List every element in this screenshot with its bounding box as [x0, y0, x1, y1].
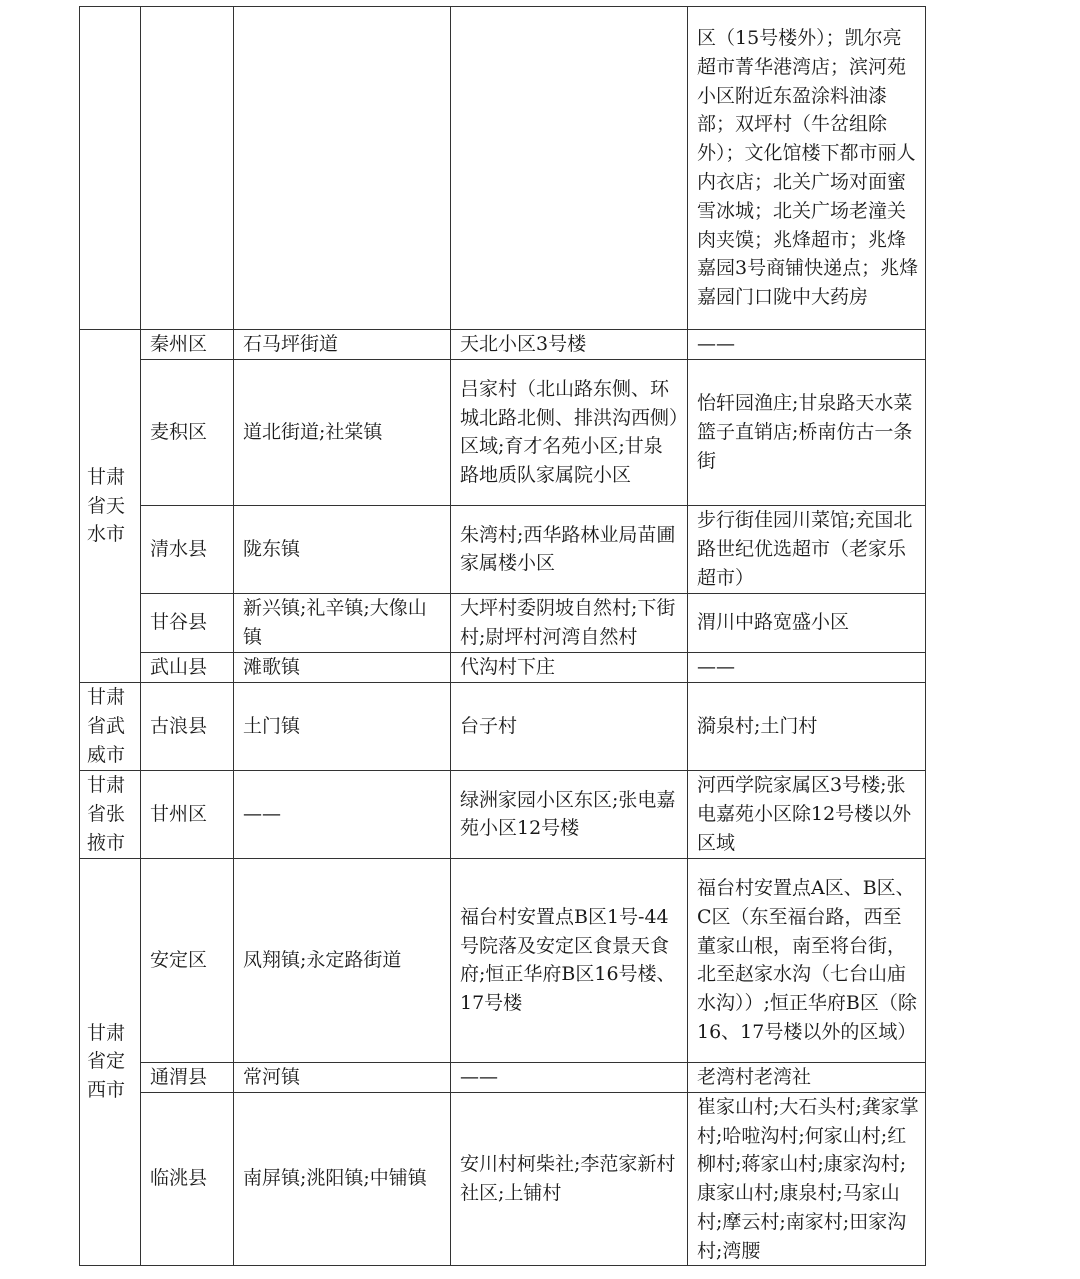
province-cell [80, 7, 141, 330]
town-cell: 常河镇 [234, 1062, 451, 1092]
district-cell: 甘谷县 [141, 593, 234, 652]
medium-risk-cell: 漪泉村;土门村 [688, 682, 926, 770]
table-row [80, 770, 926, 858]
table-row [80, 652, 926, 682]
district-cell: 通渭县 [141, 1062, 234, 1092]
high-risk-cell: 大坪村委阴坡自然村;下街村;尉坪村河湾自然村 [451, 593, 688, 652]
high-risk-cell: 台子村 [451, 682, 688, 770]
medium-risk-cell: 步行街佳园川菜馆;充国北路世纪优选超市（老家乐超市） [688, 505, 926, 593]
medium-risk-cell: 河西学院家属区3号楼;张电嘉苑小区除12号楼以外区域 [688, 770, 926, 858]
medium-risk-cell: —— [688, 330, 926, 360]
table-row [80, 593, 926, 652]
town-cell: 土门镇 [234, 682, 451, 770]
district-cell [141, 7, 234, 330]
medium-risk-cell: 区（15号楼外）；凯尔亮超市菁华港湾店；滨河苑小区附近东盈涂料油漆部；双坪村（牛岔组除外）；文化馆楼下都市丽人内衣店；北关广场对面蜜雪冰城；北关广场老潼关肉夹馍；兆烽超市；兆烽嘉园3号商铺快递点；兆烽嘉园门口陇中大药房 [688, 7, 926, 330]
medium-risk-cell: 福台村安置点A区、B区、C区（东至福台路，西至董家山根，南至将台街，北至赵家水沟（七台山庙水沟））;恒正华府B区（除16、17号楼以外的区域） [688, 858, 926, 1062]
table-row [80, 1092, 926, 1265]
district-cell: 秦州区 [141, 330, 234, 360]
medium-risk-cell: —— [688, 652, 926, 682]
province-cell: 甘肃省定西市 [80, 858, 141, 1265]
district-cell: 古浪县 [141, 682, 234, 770]
high-risk-cell: 福台村安置点B区1号-44号院落及安定区食景天食府;恒正华府B区16号楼、17号楼 [451, 858, 688, 1062]
district-cell: 清水县 [141, 505, 234, 593]
town-cell: 南屏镇;洮阳镇;中铺镇 [234, 1092, 451, 1265]
town-cell: 滩歌镇 [234, 652, 451, 682]
high-risk-cell: 代沟村下庄 [451, 652, 688, 682]
province-cell: 甘肃省武威市 [80, 682, 141, 770]
medium-risk-cell: 老湾村老湾社 [688, 1062, 926, 1092]
town-cell: 凤翔镇;永定路街道 [234, 858, 451, 1062]
high-risk-cell: 安川村柯柴社;李范家新村社区;上铺村 [451, 1092, 688, 1265]
district-cell: 安定区 [141, 858, 234, 1062]
town-cell: —— [234, 770, 451, 858]
district-cell: 武山县 [141, 652, 234, 682]
district-cell: 麦积区 [141, 359, 234, 505]
medium-risk-cell [688, 1092, 926, 1265]
medium-risk-cell: 渭川中路宽盛小区 [688, 593, 926, 652]
medium-risk-cell: 怡轩园渔庄;甘泉路天水菜篮子直销店;桥南仿古一条街 [688, 359, 926, 505]
high-risk-cell: 绿洲家园小区东区;张电嘉苑小区12号楼 [451, 770, 688, 858]
table-row [80, 330, 926, 360]
town-cell: 石马坪街道 [234, 330, 451, 360]
table-row [80, 505, 926, 593]
table-row [80, 1062, 926, 1092]
town-cell: 陇东镇 [234, 505, 451, 593]
province-cell: 甘肃省张掖市 [80, 770, 141, 858]
medium-risk-text: 崔家山村;大石头村;龚家掌村;哈啦沟村;何家山村;红柳村;蒋家山村;康家沟村;康家山村;康泉村;马家山村;摩云村;南家村;田家沟村;湾腰 [697, 1095, 919, 1262]
high-risk-cell: 朱湾村;西华路林业局苗圃家属楼小区 [451, 505, 688, 593]
table-row [80, 7, 926, 330]
high-risk-cell: 吕家村（北山路东侧、环城北路北侧、排洪沟西侧）区域;育才名苑小区;甘泉路地质队家属院小区 [451, 359, 688, 505]
town-cell [234, 7, 451, 330]
table-row [80, 359, 926, 505]
province-cell: 甘肃省天水市 [80, 330, 141, 683]
district-cell: 临洮县 [141, 1092, 234, 1265]
high-risk-cell: —— [451, 1062, 688, 1092]
town-cell: 道北街道;社棠镇 [234, 359, 451, 505]
risk-area-table [79, 6, 926, 1266]
high-risk-cell: 天北小区3号楼 [451, 330, 688, 360]
high-risk-cell [451, 7, 688, 330]
table-row [80, 858, 926, 1062]
district-cell: 甘州区 [141, 770, 234, 858]
table-row [80, 682, 926, 770]
town-cell: 新兴镇;礼辛镇;大像山镇 [234, 593, 451, 652]
